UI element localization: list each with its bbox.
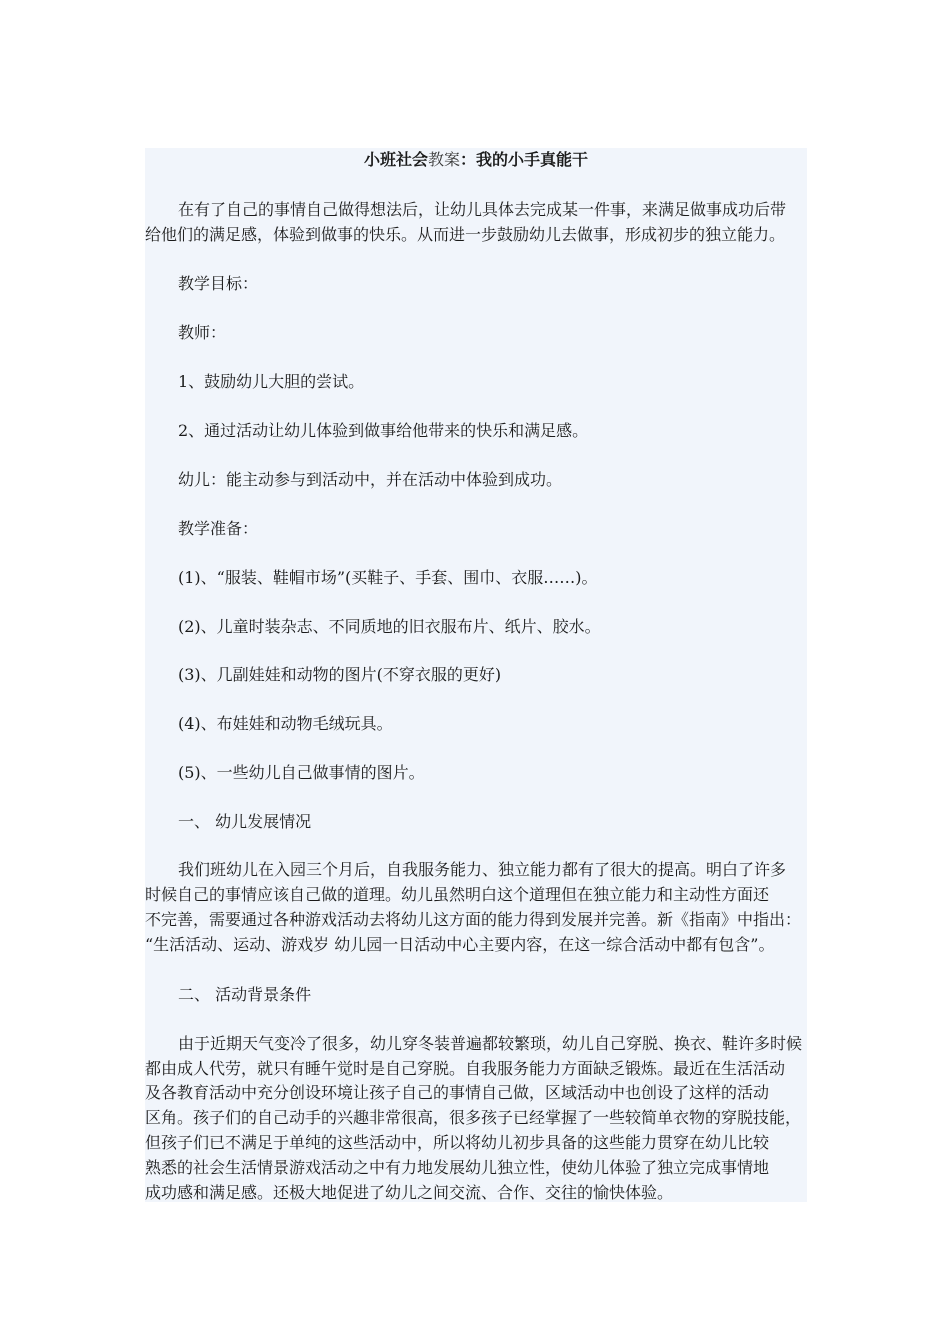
- goal-item-1: 1、鼓励幼儿大胆的尝试。: [178, 372, 365, 391]
- goals-heading: 教学目标：: [178, 274, 259, 293]
- section-2-line-4: 区角。孩子们的自己动手的兴趣非常很高，很多孩子已经掌握了一些较简单衣物的穿脱技能，: [145, 1108, 802, 1127]
- prep-item-2: (2)、儿童时装杂志、不同质地的旧衣服布片、纸片、胶水。: [178, 617, 601, 636]
- title-part-1: 小班社会: [363, 150, 428, 169]
- title-part-3: ：我的小手真能干: [460, 150, 589, 169]
- section-2-line-2: 都由成人代劳，就只有睡午觉时是自己穿脱。自我服务能力方面缺乏锻炼。最近在生活活动: [145, 1059, 786, 1078]
- section-1-line-3: 不完善，需要通过各种游戏活动去将幼儿这方面的能力得到发展并完善。新《指南》中指出：: [145, 910, 802, 929]
- section-1-line-2: 时候自己的事情应该自己做的道理。幼儿虽然明白这个道理但在独立能力和主动性方面还: [145, 885, 770, 904]
- section-2-line-7: 成功感和满足感。还极大地促进了幼儿之间交流、合作、交往的愉快体验。: [145, 1183, 674, 1202]
- goal-item-2: 2、通过活动让幼儿体验到做事给他带来的快乐和满足感。: [178, 421, 589, 440]
- prep-item-5: (5)、一些幼儿自己做事情的图片。: [178, 763, 425, 782]
- intro-line-1: 在有了自己的事情自己做得想法后，让幼儿具体去完成某一件事，来满足做事成功后带: [178, 200, 787, 219]
- prep-item-4: (4)、布娃娃和动物毛绒玩具。: [178, 714, 393, 733]
- section-1-line-1: 我们班幼儿在入园三个月后，自我服务能力、独立能力都有了很大的提高。明白了许多: [178, 860, 787, 879]
- prep-heading: 教学准备：: [178, 519, 259, 538]
- child-goal: 幼儿：能主动参与到活动中，并在活动中体验到成功。: [178, 470, 563, 489]
- section-2-line-6: 熟悉的社会生活情景游戏活动之中有力地发展幼儿独立性，使幼儿体验了独立完成事情地: [145, 1158, 770, 1177]
- section-2-line-3: 及各教育活动中充分创设环境让孩子自己的事情自己做，区域活动中也创设了这样的活动: [145, 1083, 770, 1102]
- teacher-label: 教师：: [178, 323, 227, 342]
- section-2-line-5: 但孩子们已不满足于单纯的这些活动中，所以将幼儿初步具备的这些能力贯穿在幼儿比较: [145, 1133, 770, 1152]
- intro-line-2: 给他们的满足感，体验到做事的快乐。从而进一步鼓励幼儿去做事，形成初步的独立能力。: [145, 225, 786, 244]
- prep-item-3: (3)、几副娃娃和动物的图片(不穿衣服的更好): [178, 665, 502, 684]
- prep-item-1: (1)、“服装、鞋帽市场”(买鞋子、手套、围巾、衣服……)。: [178, 568, 598, 587]
- title-part-2: 教案: [427, 150, 460, 169]
- section-1-heading: 一、 幼儿发展情况: [178, 812, 312, 831]
- page-title: [145, 148, 807, 172]
- section-2-line-1: 由于近期天气变冷了很多，幼儿穿冬装普遍都较繁琐，幼儿自己穿脱、换衣、鞋许多时候: [178, 1034, 803, 1053]
- section-1-line-4: “生活活动、运动、游戏岁 幼儿园一日活动中心主要内容，在这一综合活动中都有包含”。: [145, 935, 775, 954]
- section-2-heading: 二、 活动背景条件: [178, 985, 312, 1004]
